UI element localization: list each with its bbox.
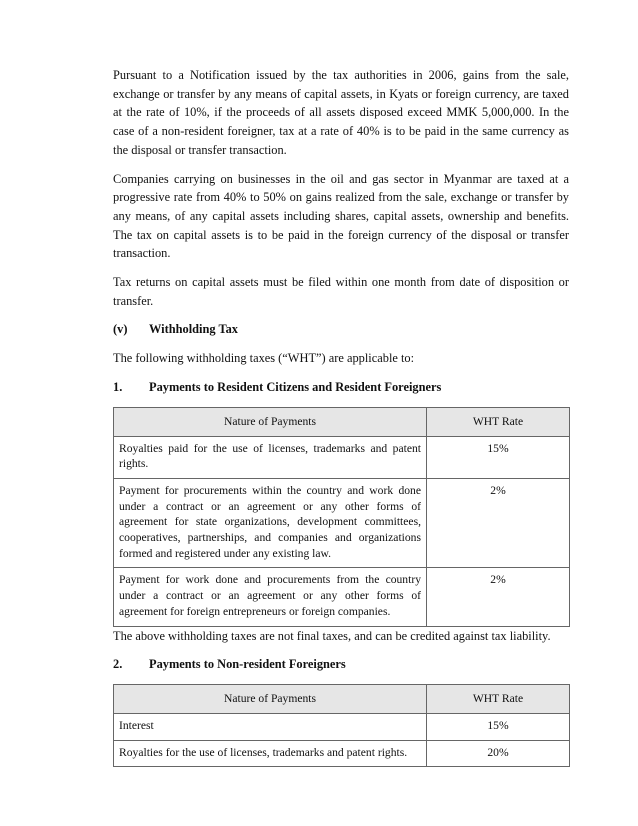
column-header-nature: Nature of Payments [114, 684, 427, 713]
rate-cell: 15% [427, 436, 570, 478]
nature-cell: Payment for work done and procurements from the country under a contract or an agreement or any other forms of agreement for foreign entrepreneurs or foreign companies. [114, 568, 427, 626]
page-content [113, 66, 569, 767]
nature-cell: Payment for procurements within the country and work done under a contract or an agreement or any other forms of agreement for state organizations, development committees, cooperatives, partnerships, and companies and organizations formed and registered under any existing law. [114, 478, 427, 568]
section-heading-withholding-tax [113, 320, 569, 339]
paragraph-capital-gains-notification: Pursuant to a Notification issued by the tax authorities in 2006, gains from the sale, exchange or transfer by any means of capital assets, in Kyats or foreign currency, are taxed at the rate of 10%, if the proceeds of all assets disposed exceed MMK 5,000,000. In the case of a non-resident foreigner, tax at a rate of 40% is to be paid in the same currency as the disposal or transfer transaction. [113, 68, 569, 157]
table-row [114, 740, 570, 767]
table-row [114, 713, 570, 740]
nature-cell: Royalties for the use of licenses, trademarks and patent rights. [114, 740, 427, 767]
section-number: 1. [113, 379, 123, 394]
section-title: Payments to Non-resident Foreigners [149, 657, 346, 672]
rate-cell: 2% [427, 478, 570, 568]
nature-cell: Royalties paid for the use of licenses, trademarks and patent rights. [114, 436, 427, 478]
rate-cell: 20% [427, 740, 570, 767]
column-header-nature: Nature of Payments [114, 407, 427, 436]
table-row [114, 478, 570, 568]
wht-credit-note: The above withholding taxes are not final taxes, and can be credited against tax liability. [113, 628, 551, 643]
paragraph-oil-gas-capital-gains: Companies carrying on businesses in the oil and gas sector in Myanmar are taxed at a progressive rate from 40% to 50% on gains realized from the sale, exchange or transfer by any means, of any capital assets including shares, capital assets, ownership and benefits. The tax on capital assets is to be paid in the foreign currency of the disposal or transfer transaction. [113, 171, 569, 261]
section-heading-non-resident [113, 655, 569, 674]
table-header-row [114, 407, 570, 436]
section-number: (v) [113, 322, 128, 337]
section-title: Payments to Resident Citizens and Resident Foreigners [149, 379, 442, 394]
column-header-rate: WHT Rate [427, 684, 570, 713]
paragraph-tax-returns: Tax returns on capital assets must be filed within one month from date of disposition or transfer. [113, 275, 569, 308]
section-number: 2. [113, 657, 123, 672]
rate-cell: 2% [427, 568, 570, 626]
section-title: Withholding Tax [149, 322, 238, 337]
nature-cell: Interest [114, 713, 427, 740]
section-heading-resident [113, 378, 569, 397]
resident-wht-table [113, 407, 570, 627]
table-row [114, 436, 570, 478]
table-row [114, 568, 570, 626]
non-resident-wht-table [113, 684, 570, 767]
column-header-rate: WHT Rate [427, 407, 570, 436]
table-header-row [114, 684, 570, 713]
rate-cell: 15% [427, 713, 570, 740]
paragraph-wht-intro: The following withholding taxes (“WHT”) are applicable to: [113, 351, 415, 366]
